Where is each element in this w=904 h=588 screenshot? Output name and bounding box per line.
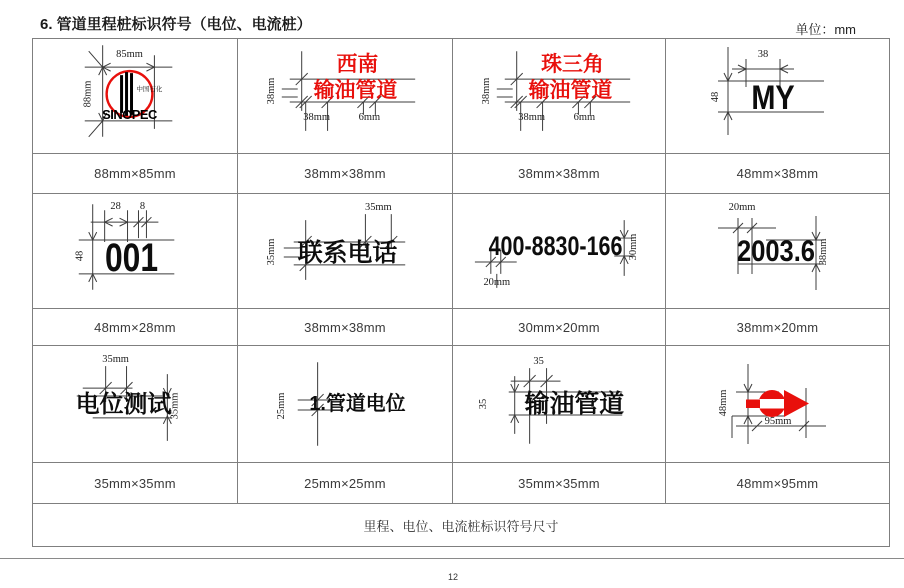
drawing-zhusanjiao-pipeline <box>453 39 666 154</box>
dim-label: 48 <box>710 91 721 103</box>
dim-label: 38mm <box>303 111 330 123</box>
dim-label: 88mm <box>82 80 94 108</box>
marker-text: 1.管道电位 <box>309 392 406 415</box>
marker-text: 2003.6 <box>737 234 815 268</box>
size-label-cell <box>453 463 666 504</box>
page-number: 12 <box>448 572 459 582</box>
dim-label: 20mm <box>728 202 756 213</box>
drawing-my-marker <box>666 39 889 154</box>
table-caption: 里程、电位、电流桩标识符号尺寸 <box>363 518 559 534</box>
dim-label: 38 <box>757 49 769 60</box>
dim-label: 38mm <box>518 111 545 123</box>
dim-label: 85mm <box>116 49 143 61</box>
dim-label: 8 <box>139 201 146 213</box>
dim-label: 25mm <box>275 392 287 420</box>
marker-text: MY <box>751 77 795 117</box>
sinopec-en-text: SINOPEC <box>102 106 157 122</box>
size-label: 35mm×35mm <box>518 475 600 491</box>
size-label: 48mm×38mm <box>736 166 819 181</box>
dim-label: 6mm <box>573 111 596 123</box>
drawing-contact-phone-label <box>238 194 453 309</box>
dim-label: 38mm <box>480 77 492 105</box>
size-label-cell <box>33 309 238 346</box>
drawing-potential-test <box>33 346 238 463</box>
dim-label: 30mm <box>628 233 640 261</box>
drawing-xinan-pipeline <box>238 39 453 154</box>
dim-label: 28 <box>110 201 121 213</box>
drawing-pipeline-potential <box>238 346 453 463</box>
drawing-oil-pipeline <box>453 346 666 463</box>
dim-label: 48 <box>74 250 86 262</box>
marker-text: 输油管道 <box>524 389 625 418</box>
size-label: 25mm×25mm <box>304 475 386 491</box>
size-label-cell <box>666 154 889 194</box>
size-label: 38mm×38mm <box>304 166 386 181</box>
dim-label: 95mm <box>764 416 792 427</box>
size-label: 38mm×38mm <box>304 319 386 335</box>
dim-label: 35 <box>533 356 544 368</box>
dim-label: 35mm <box>265 238 277 266</box>
marker-text-line2: 输油管道 <box>313 78 398 102</box>
size-label-cell <box>453 154 666 194</box>
marker-text: 400-8830-166 <box>488 231 623 262</box>
dim-label: 6mm <box>358 111 381 123</box>
dim-label: 38mm <box>818 238 829 266</box>
size-label-cell <box>666 463 889 504</box>
marker-text-line1: 珠三角 <box>541 53 604 77</box>
size-label-cell <box>666 309 889 346</box>
drawing-hotline-number <box>453 194 666 309</box>
sinopec-zh-text: 中国石化 <box>136 86 163 94</box>
dim-label: 35mm <box>169 392 181 420</box>
size-label: 88mm×85mm <box>94 166 176 181</box>
dim-label: 38mm <box>265 77 277 105</box>
drawing-flow-direction-arrow <box>666 346 889 463</box>
size-label-cell <box>33 463 238 504</box>
dim-label: 48mm <box>718 389 729 417</box>
page-title: 6. 管道里程桩标识符号（电位、电流桩） <box>40 16 312 33</box>
dim-label: 35mm <box>102 354 129 366</box>
dim-label: 35 <box>477 398 489 410</box>
footer-divider <box>0 558 904 559</box>
size-label-cell <box>238 463 453 504</box>
dim-label: 35mm <box>365 202 392 214</box>
size-label: 48mm×95mm <box>736 475 819 491</box>
flow-arrow-icon <box>746 390 809 417</box>
size-label: 38mm×38mm <box>518 166 600 181</box>
marker-text: 001 <box>104 234 159 280</box>
marker-text: 电位测试 <box>75 390 172 418</box>
drawing-sinopec-logo <box>33 39 238 154</box>
drawing-year-marker <box>666 194 889 309</box>
size-label: 48mm×28mm <box>94 319 176 335</box>
size-label-cell <box>238 154 453 194</box>
size-label-cell <box>453 309 666 346</box>
size-label: 30mm×20mm <box>518 319 600 335</box>
size-label-cell <box>238 309 453 346</box>
dim-label: 20mm <box>483 276 511 288</box>
size-label: 38mm×20mm <box>736 319 819 335</box>
size-label: 35mm×35mm <box>94 475 176 491</box>
marker-text-line1: 西南 <box>336 53 379 77</box>
sinopec-logo-icon <box>33 39 237 153</box>
drawing-001-marker <box>33 194 238 309</box>
size-label-cell <box>33 154 238 194</box>
marker-text: 联系电话 <box>297 238 398 267</box>
marker-text-line2: 输油管道 <box>528 78 613 102</box>
unit-label: 单位：mm <box>795 22 856 37</box>
marker-symbol-table <box>32 38 890 547</box>
